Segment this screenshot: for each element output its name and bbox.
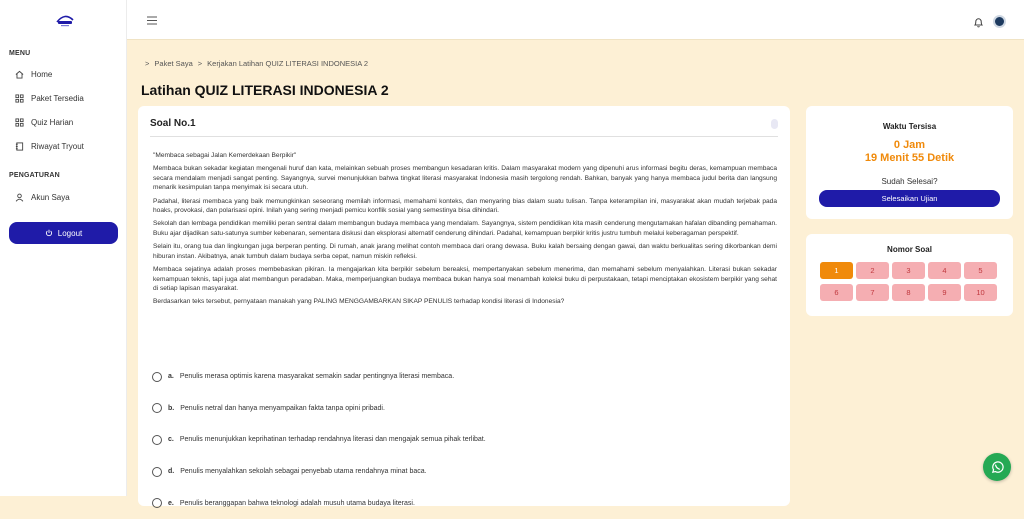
breadcrumb-separator: > bbox=[145, 59, 150, 68]
question-number-grid bbox=[820, 262, 997, 301]
option-d[interactable] bbox=[152, 456, 772, 488]
sidebar-item-quiz-harian[interactable] bbox=[15, 118, 73, 127]
question-card bbox=[138, 106, 790, 506]
option-text: Penulis netral dan hanya menyampaikan fakta tanpa opini pribadi. bbox=[180, 404, 385, 412]
question-number-button[interactable]: 2 bbox=[856, 262, 889, 279]
sidebar-item-home[interactable] bbox=[15, 70, 52, 79]
option-text: Penulis beranggapan bahwa teknologi adalah musuh utama budaya literasi. bbox=[179, 499, 415, 507]
sidebar-item-label: Quiz Harian bbox=[31, 118, 74, 127]
answer-options bbox=[152, 361, 772, 519]
question-navigator-card bbox=[806, 234, 1013, 316]
app-logo[interactable] bbox=[54, 14, 76, 28]
radio-button[interactable] bbox=[152, 467, 162, 477]
question-number-heading: Soal No.1 bbox=[150, 118, 196, 129]
timer-hours: 0 Jam bbox=[893, 139, 926, 151]
option-c[interactable] bbox=[152, 424, 772, 456]
history-icon bbox=[15, 142, 24, 151]
question-number-button[interactable]: 6 bbox=[820, 284, 853, 301]
option-e[interactable] bbox=[152, 487, 772, 519]
sidebar-item-label: Paket Tersedia bbox=[31, 94, 84, 103]
breadcrumb-current: Kerjakan Latihan QUIZ LITERASI INDONESIA 2 bbox=[207, 59, 369, 68]
passage-paragraph: Padahal, literasi membaca yang baik memungkinkan seseorang memilah informasi, memahami konteks, dan menyaring bias dalam suatu tulisan. Tanpa keterampilan ini, masyarakat akan mudah terjebak pada hoaks, provokasi, dan polarisasi opini. Inilah yang sering menjadi pemicu konflik sosial yang semestinya bisa dihindari. bbox=[153, 197, 777, 215]
option-text: Penulis menunjukkan keprihatinan terhadap rendahnya literasi dan mengajak semua pihak terlibat. bbox=[179, 436, 486, 444]
question-prompt: Berdasarkan teks tersebut, pernyataan manakah yang PALING MENGGAMBARKAN SIKAP PENULIS terhadap kondisi literasi di Indonesia? bbox=[153, 298, 565, 306]
question-number-button[interactable]: 1 bbox=[820, 262, 853, 279]
option-text: Penulis menyalahkan sekolah sebagai penyebab utama rendahnya minat baca. bbox=[180, 468, 427, 476]
menu-section-label: MENU bbox=[9, 50, 31, 57]
question-number-button[interactable]: 9 bbox=[928, 284, 961, 301]
scroll-indicator[interactable] bbox=[771, 119, 778, 129]
question-number-button[interactable]: 5 bbox=[964, 262, 997, 279]
divider bbox=[150, 136, 778, 137]
logout-label: Logout bbox=[57, 228, 83, 238]
question-number-button[interactable]: 8 bbox=[892, 284, 925, 301]
finish-exam-button[interactable]: Selesaikan Ujian bbox=[819, 190, 1000, 207]
grid-icon bbox=[15, 118, 24, 127]
question-number-button[interactable]: 7 bbox=[856, 284, 889, 301]
radio-button[interactable] bbox=[152, 403, 162, 413]
timer-title: Waktu Tersisa bbox=[882, 122, 937, 131]
sidebar-item-label: Home bbox=[31, 70, 53, 79]
timer-card bbox=[806, 106, 1013, 219]
timer-minutes-seconds: 19 Menit 55 Detik bbox=[864, 152, 955, 164]
radio-button[interactable] bbox=[152, 498, 162, 508]
sidebar bbox=[0, 0, 127, 496]
passage-paragraph: Membaca sejatinya adalah proses membebaskan pikiran. Ia mengajarkan kita berpikir sebelum bereaksi, mempertanyakan sebelum menerima, dan memahami sebelum menyalahkan. Literasi bukan sekadar kemampuan teknis, tapi juga alat membangun peradaban. Maka, memperjuangkan budaya membaca bukan hanya soal menambah koleksi buku di perpustakaan, tetapi menciptakan ekosistem berpikir yang sehat di setiap lapisan masyarakat. bbox=[153, 265, 777, 293]
passage-paragraph: Selain itu, orang tua dan lingkungan juga berperan penting. Di rumah, anak jarang melihat contoh membaca dari orang dewasa. Buku kalah bersaing dengan gawai, dan waktu berkualitas sering dikorbankan demi hiburan instan. Akibatnya, anak tumbuh dalam budaya serba cepat, namun miskin refleksi. bbox=[153, 243, 777, 260]
option-key: d. bbox=[168, 468, 175, 476]
sidebar-item-paket-tersedia[interactable] bbox=[15, 94, 84, 103]
question-number-button[interactable]: 3 bbox=[892, 262, 925, 279]
option-a[interactable] bbox=[152, 361, 772, 393]
option-key: e. bbox=[168, 499, 174, 507]
passage-title: "Membaca sebagai Jalan Kemerdekaan Berpikir" bbox=[153, 152, 297, 159]
sidebar-item-label: Akun Saya bbox=[31, 193, 70, 202]
power-icon bbox=[45, 229, 53, 237]
option-text: Penulis merasa optimis karena masyarakat semakin sadar pentingnya literasi membaca. bbox=[179, 373, 455, 381]
option-key: a. bbox=[168, 373, 174, 381]
option-key: b. bbox=[168, 404, 175, 412]
sidebar-item-riwayat-tryout[interactable] bbox=[15, 142, 84, 151]
question-text bbox=[153, 151, 777, 310]
question-navigator-title: Nomor Soal bbox=[887, 245, 932, 254]
breadcrumb-separator: > bbox=[197, 59, 203, 68]
radio-button[interactable] bbox=[152, 372, 162, 382]
sidebar-item-label: Riwayat Tryout bbox=[31, 142, 84, 151]
sidebar-item-akun-saya[interactable] bbox=[15, 193, 70, 202]
notification-bell-icon[interactable] bbox=[973, 17, 984, 28]
question-number-button[interactable]: 10 bbox=[964, 284, 997, 301]
passage-paragraph: Membaca bukan sekadar kegiatan mengenali huruf dan kata, melainkan sebuah proses membangun kesadaran kritis. Dalam masyarakat modern yang dipenuhi arus informasi begitu deras, kemampuan membaca secara mendalam menjadi sangat penting. Sayangnya, survei menunjukkan bahwa tingkat literasi masyarakat Indonesia masih tergolong rendah. Bahkan, banyak yang hanya membaca judul berita dan langsung menarik kesimpulan tanpa menyimak isi secara utuh. bbox=[153, 165, 777, 192]
finish-prompt: Sudah Selesai? bbox=[881, 177, 938, 186]
logout-button[interactable] bbox=[9, 222, 118, 244]
breadcrumb bbox=[145, 59, 368, 68]
passage-paragraph: Sekolah dan lembaga pendidikan memiliki peran sentral dalam membangun budaya membaca yang mendalam. Sayangnya, sistem pendidikan kita masih cenderung mengutamakan hafalan dibanding pemahaman. Buku ajar dijadikan satu-satunya sumber kebenaran, sementara diskusi dan eksplorasi alternatif cenderung dihindari. Padahal, kemampuan berpikir kritis justru tumbuh melalui keberagaman perspektif. bbox=[153, 220, 777, 237]
option-key: c. bbox=[168, 436, 174, 444]
radio-button[interactable] bbox=[152, 435, 162, 445]
settings-section-label: PENGATURAN bbox=[9, 172, 60, 179]
breadcrumb-paket-saya[interactable]: Paket Saya bbox=[154, 59, 193, 68]
user-icon bbox=[15, 193, 24, 202]
top-bar bbox=[127, 0, 1024, 40]
option-b[interactable] bbox=[152, 393, 772, 425]
whatsapp-icon bbox=[990, 460, 1005, 475]
question-number-button[interactable]: 4 bbox=[928, 262, 961, 279]
grid-icon bbox=[15, 94, 24, 103]
user-avatar[interactable] bbox=[993, 15, 1006, 28]
page-title: Latihan QUIZ LITERASI INDONESIA 2 bbox=[141, 82, 389, 98]
hamburger-menu-icon[interactable] bbox=[147, 16, 157, 25]
home-icon bbox=[15, 70, 24, 79]
whatsapp-chat-button[interactable] bbox=[983, 453, 1011, 481]
